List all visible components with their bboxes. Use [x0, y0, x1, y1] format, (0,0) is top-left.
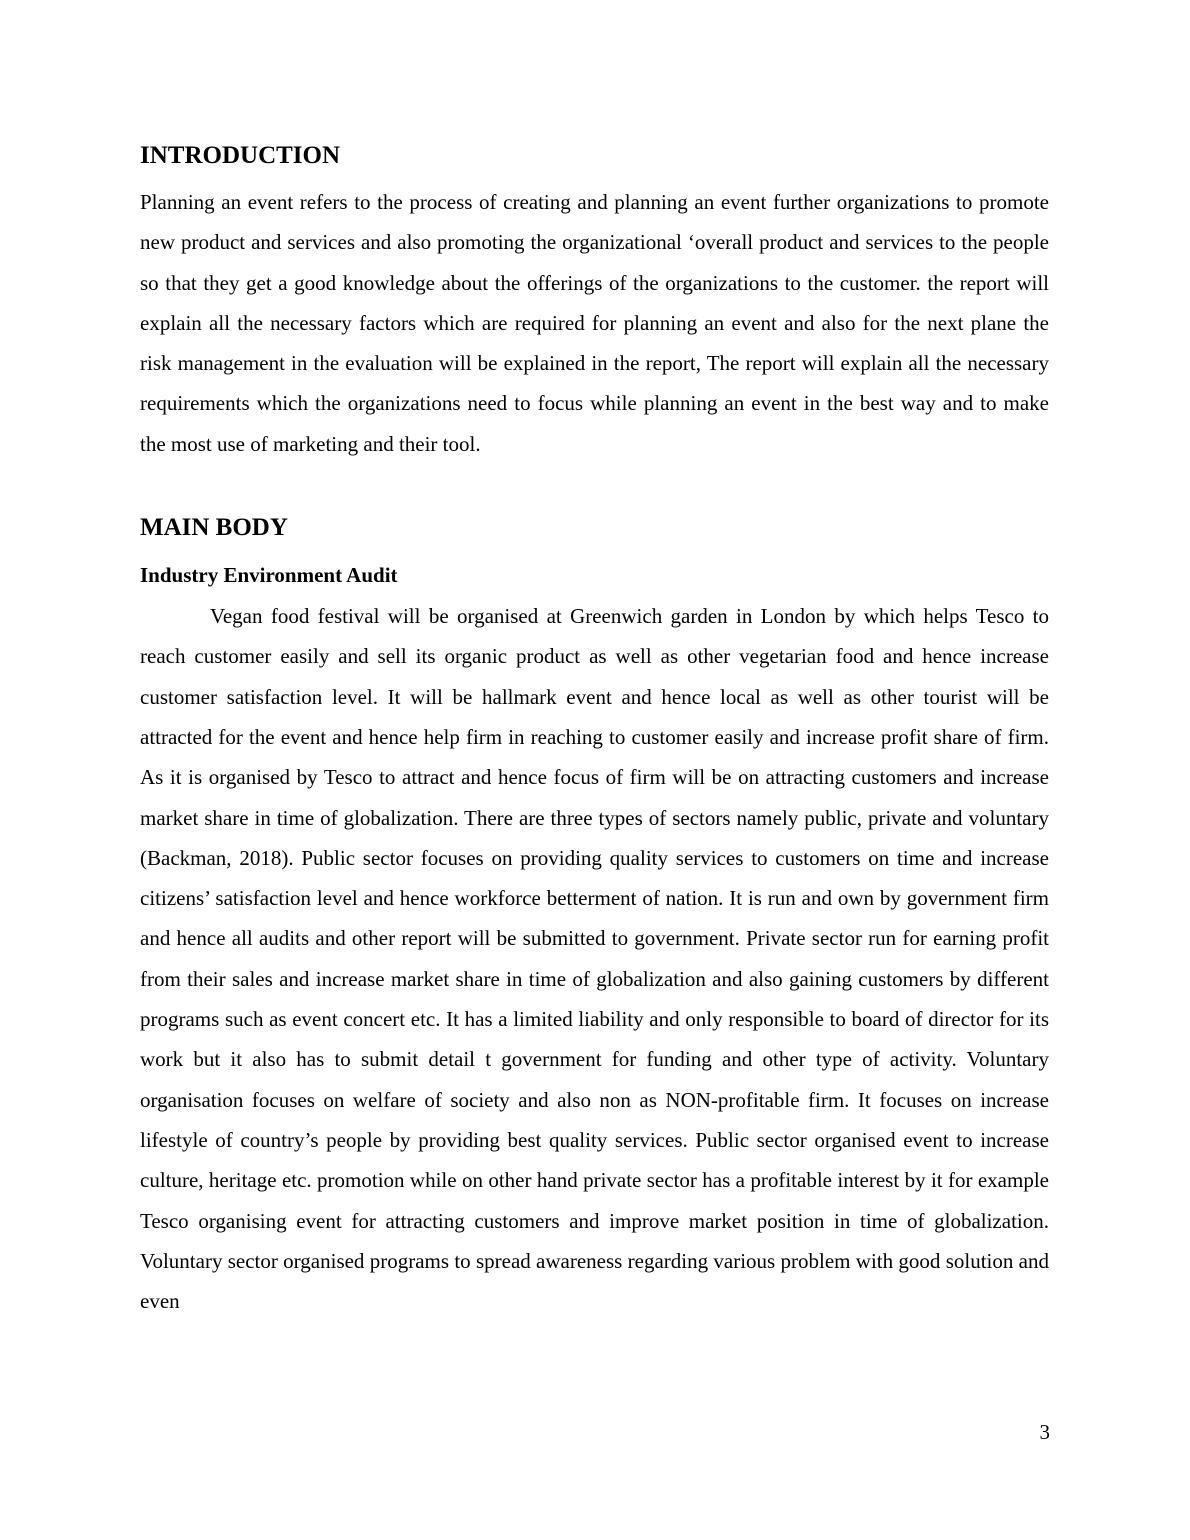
industry-environment-audit-paragraph: Vegan food festival will be organised at Greenwich garden in London by which helps Tesco to reach customer easily and sell its organic product as well as other vegetarian food and hence increase customer satisfaction level. It will be hallmark event and hence local as well as other tourist will be attracted for the event and hence help firm in reaching to customer easily and increase profit share of firm. As it is organised by Tesco to attract and hence focus of firm will be on attracting customers and increase market share in time of globalization. There are three types of sectors namely public, private and voluntary (Backman, 2018). Public sector focuses on providing quality services to customers on time and increase citizens’ satisfaction level and hence workforce betterment of nation. It is run and own by government firm and hence all audits and other report will be submitted to government. Private sector run for earning profit from their sales and increase market share in time of globalization and also gaining customers by different programs such as event concert etc. It has a limited liability and only responsible to board of director for its work but it also has to submit detail t government for funding and other type of activity. Voluntary organisation focuses on welfare of society and also non as NON-profitable firm. It focuses on increase lifestyle of country’s people by providing best quality services. Public sector organised event to increase culture, heritage etc. promotion while on other hand private sector has a profitable interest by it for example Tesco organising event for attracting customers and improve market position in time of globalization. Voluntary sector organised programs to spread awareness regarding various problem with good solution and even: [140, 604, 1049, 1314]
introduction-heading: INTRODUCTION: [140, 142, 341, 169]
page-number: 3: [1039, 1420, 1050, 1444]
page-content: [140, 138, 1049, 1321]
industry-environment-audit-heading: Industry Environment Audit: [140, 563, 398, 588]
main-body-heading: MAIN BODY: [140, 514, 288, 542]
introduction-paragraph: Planning an event refers to the process of creating and planning an event further organizations to promote new product and services and also promoting the organizational ‘overall product and services to the people so that they get a good knowledge about the offerings of the organizations to the customer. the report will explain all the necessary factors which are required for planning an event and also for the next plane the risk management in the evaluation will be explained in the report, The report will explain all the necessary requirements which the organizations need to focus while planning an event in the best way and to make the most use of marketing and their tool.: [140, 190, 1049, 456]
